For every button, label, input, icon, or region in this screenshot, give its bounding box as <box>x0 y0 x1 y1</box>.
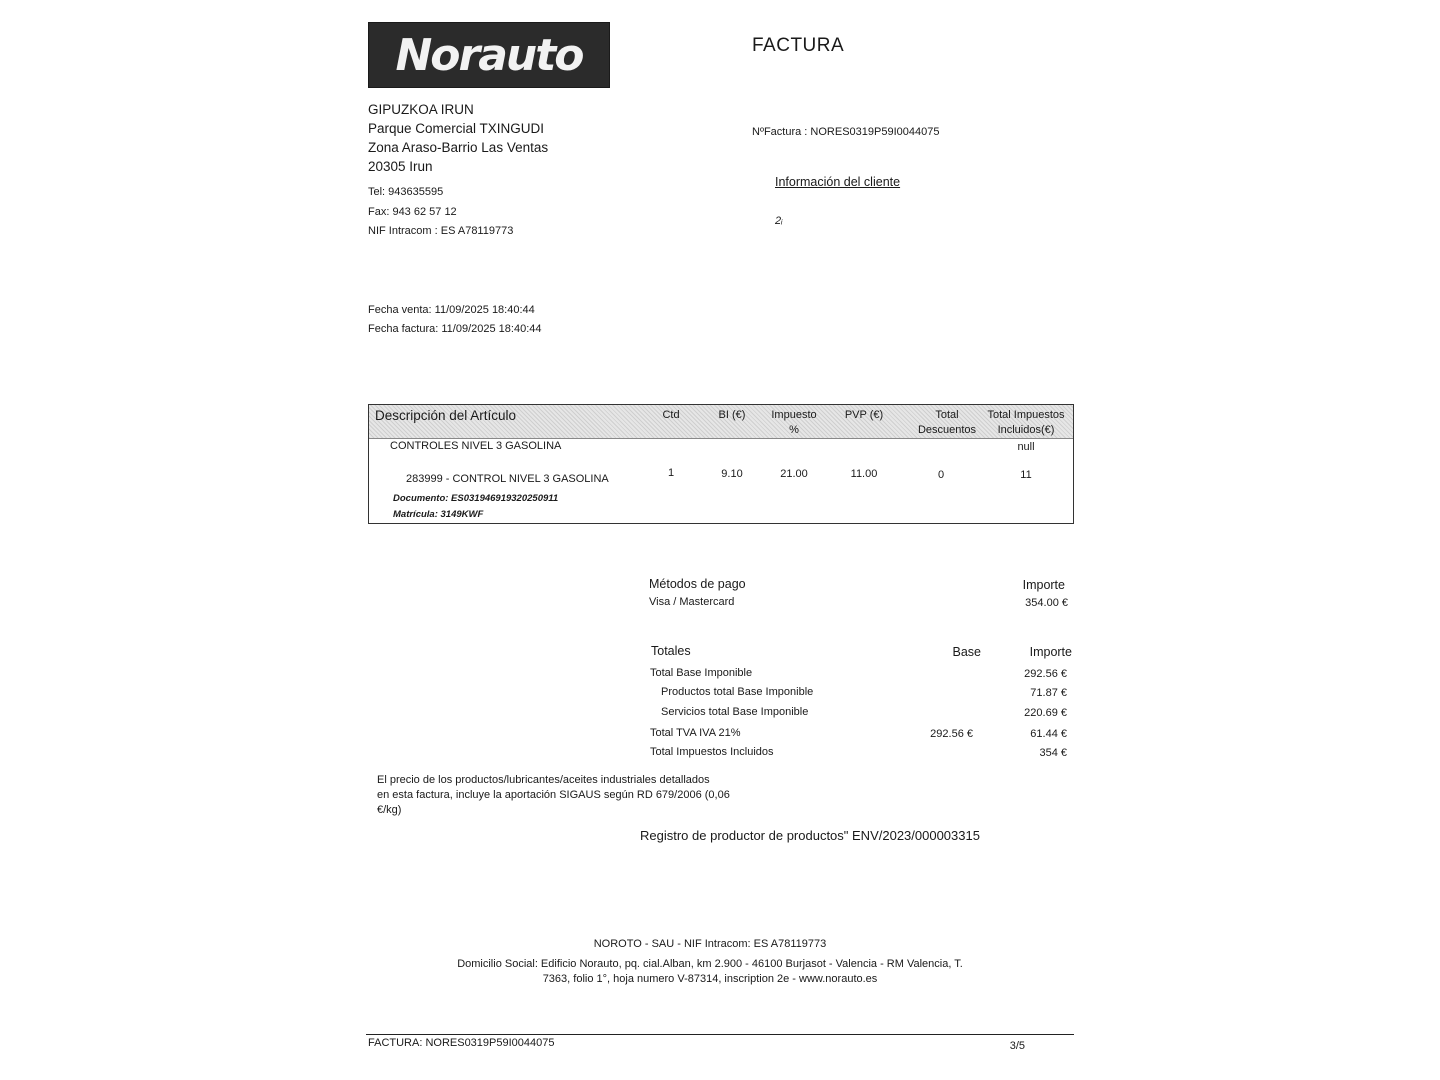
store-nif: NIF Intracom : ES A78119773 <box>368 225 514 237</box>
totals-row-label: Total TVA IVA 21% <box>650 727 741 739</box>
totals-row-amount: 71.87 € <box>1030 687 1067 699</box>
item-line-total: 11 <box>1020 469 1032 481</box>
store-fax: Fax: 943 62 57 12 <box>368 206 457 218</box>
company-footer-line3: 7363, folio 1°, hoja numero V-87314, inscription 2e - www.norauto.es <box>542 973 878 985</box>
item-line-discount: 0 <box>937 469 945 481</box>
store-name: GIPUZKOA IRUN <box>368 102 474 117</box>
norauto-logo <box>368 22 610 88</box>
payment-method: Visa / Mastercard <box>649 596 735 608</box>
col-description: Descripción del Artículo <box>375 408 517 423</box>
col-bi: BI (€) <box>718 409 746 421</box>
totals-row-label: Total Impuestos Incluidos <box>650 746 774 758</box>
col-pvp: PVP (€) <box>844 409 884 421</box>
sigaus-note-line3: €/kg) <box>377 804 402 816</box>
col-qty: Ctd <box>662 409 680 421</box>
col-discount <box>913 408 981 438</box>
logo-text: Norauto <box>395 29 583 81</box>
store-address-line2: Zona Araso-Barrio Las Ventas <box>368 140 549 155</box>
company-footer-line2: Domicilio Social: Edificio Norauto, pq. cial.Alban, km 2.900 - 46100 Burjasot - Valencia - RM Valencia, T. <box>457 958 963 970</box>
totals-row-amount: 354 € <box>1039 747 1067 759</box>
document-title: FACTURA <box>752 35 845 56</box>
col-total <box>983 408 1069 438</box>
totals-row-label: Servicios total Base Imponible <box>661 706 809 718</box>
store-tel: Tel: 943635595 <box>368 186 444 198</box>
totals-heading: Totales <box>651 644 691 658</box>
payment-heading: Métodos de pago <box>649 577 746 591</box>
totals-row-base: 292.56 € <box>930 728 973 740</box>
col-discount-line2: Descuentos <box>917 424 977 436</box>
totals-row-amount: 292.56 € <box>1024 668 1067 680</box>
store-postal: 20305 Irun <box>368 159 433 174</box>
invoice-date: Fecha factura: 11/09/2025 18:40:44 <box>368 323 542 335</box>
totals-row-label: Productos total Base Imponible <box>661 686 814 698</box>
item-line-qty: 1 <box>667 467 675 479</box>
client-info-value: 2ᵢ <box>775 215 783 227</box>
totals-base-heading: Base <box>952 645 981 659</box>
store-address-line1: Parque Comercial TXINGUDI <box>368 121 545 136</box>
sale-date: Fecha venta: 11/09/2025 18:40:44 <box>368 304 535 316</box>
footer-divider <box>366 1034 1074 1035</box>
company-footer-line1: NOROTO - SAU - NIF Intracom: ES A78119773 <box>593 938 827 950</box>
col-tax <box>767 408 821 438</box>
client-info-heading: Información del cliente <box>775 175 901 189</box>
payment-amount: 354.00 € <box>1025 597 1068 609</box>
col-discount-line1: Total <box>935 409 959 421</box>
item-document: Documento: ES031946919320250911 <box>393 493 559 504</box>
invoice-number: NºFactura : NORES0319P59I0044075 <box>752 126 940 138</box>
item-line-bi: 9.10 <box>721 468 743 480</box>
items-table-header <box>369 405 1073 439</box>
item-line-pvp: 11.00 <box>850 468 878 480</box>
col-total-line1: Total Impuestos <box>987 409 1065 421</box>
item-group-label: CONTROLES NIVEL 3 GASOLINA <box>390 440 562 452</box>
totals-row-amount: 220.69 € <box>1024 707 1067 719</box>
col-tax-line1: Impuesto <box>771 409 817 421</box>
item-line-tax: 21.00 <box>780 468 808 480</box>
col-total-line2: Incluidos(€) <box>997 424 1055 436</box>
item-group-total: null <box>1017 441 1035 453</box>
sigaus-note-line1: El precio de los productos/lubricantes/aceites industriales detallados <box>377 774 710 786</box>
payment-amount-heading: Importe <box>1022 578 1065 592</box>
col-tax-line2: % <box>789 424 799 436</box>
totals-amount-heading: Importe <box>1029 645 1072 659</box>
items-table <box>368 404 1074 524</box>
totals-row-amount: 61.44 € <box>1030 728 1067 740</box>
footer-invoice-ref: FACTURA: NORES0319P59I0044075 <box>368 1037 555 1049</box>
footer-page-number: 3/5 <box>1009 1040 1025 1052</box>
totals-row-label: Total Base Imponible <box>650 667 753 679</box>
item-line-description: 283999 - CONTROL NIVEL 3 GASOLINA <box>406 473 609 485</box>
sigaus-note-line2: en esta factura, incluye la aportación SIGAUS según RD 679/2006 (0,06 <box>377 789 730 801</box>
item-plate: Matrícula: 3149KWF <box>393 509 484 520</box>
registry-note: Registro de productor de productos" ENV/2023/000003315 <box>640 828 980 843</box>
